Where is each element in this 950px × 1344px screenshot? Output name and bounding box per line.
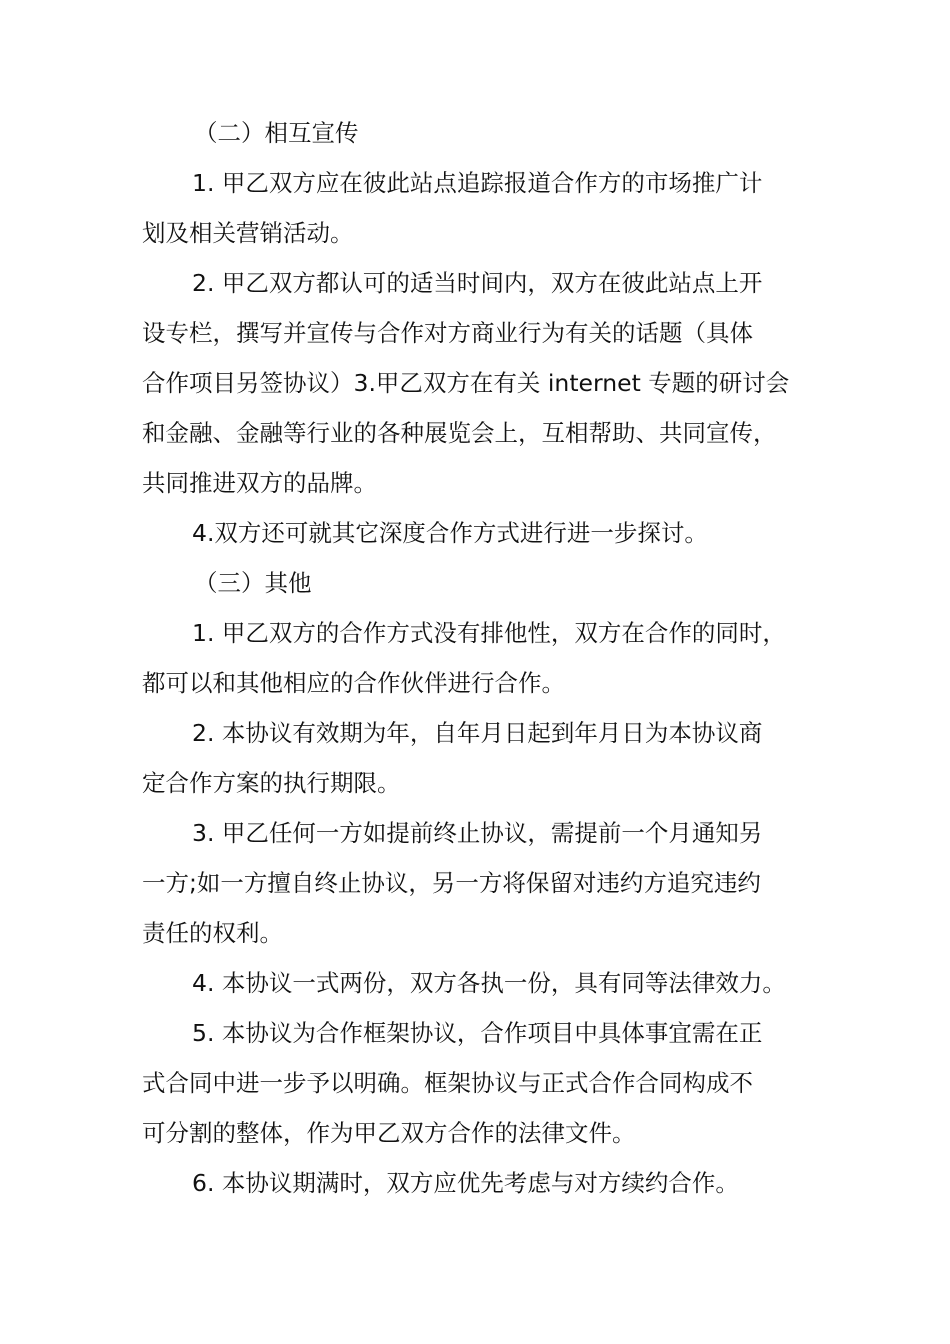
paragraph-line: 都可以和其他相应的合作伙伴进行合作。 — [142, 669, 565, 697]
paragraph-line: 可分割的整体，作为甲乙双方合作的法律文件。 — [142, 1119, 636, 1147]
paragraph-line: 1. 甲乙双方应在彼此站点追踪报道合作方的市场推广计 — [192, 169, 763, 197]
paragraph-line: 和金融、金融等行业的各种展览会上，互相帮助、共同宣传， — [142, 419, 777, 447]
document-body — [142, 108, 822, 1208]
paragraph-line: 一方;如一方擅自终止协议，另一方将保留对违约方追究违约 — [142, 869, 761, 897]
paragraph-line: 1. 甲乙双方的合作方式没有排他性，双方在合作的同时， — [192, 619, 786, 647]
paragraph-line: 责任的权利。 — [142, 919, 283, 947]
paragraph-line: 5. 本协议为合作框架协议，合作项目中具体事宜需在正 — [192, 1019, 763, 1047]
section-heading-publicity: （二）相互宣传 — [194, 119, 359, 147]
paragraph-line: 2. 甲乙双方都认可的适当时间内，双方在彼此站点上开 — [192, 269, 763, 297]
paragraph-line: 式合同中进一步予以明确。框架协议与正式合作合同构成不 — [142, 1069, 753, 1097]
paragraph-line: 2. 本协议有效期为年，自年月日起到年月日为本协议商 — [192, 719, 763, 747]
paragraph-line: 合作项目另签协议）3.甲乙双方在有关 internet 专题的研讨会 — [142, 369, 790, 397]
section-heading-other: （三）其他 — [194, 569, 312, 597]
paragraph-line: 设专栏，撰写并宣传与合作对方商业行为有关的话题（具体 — [142, 319, 753, 347]
paragraph-line: 6. 本协议期满时，双方应优先考虑与对方续约合作。 — [192, 1169, 739, 1197]
paragraph-line: 定合作方案的执行期限。 — [142, 769, 401, 797]
paragraph-line: 4.双方还可就其它深度合作方式进行进一步探讨。 — [192, 519, 708, 547]
paragraph-line: 3. 甲乙任何一方如提前终止协议，需提前一个月通知另 — [192, 819, 763, 847]
paragraph-line: 4. 本协议一式两份，双方各执一份，具有同等法律效力。 — [192, 969, 786, 997]
paragraph-line: 划及相关营销活动。 — [142, 219, 354, 247]
paragraph-line: 共同推进双方的品牌。 — [142, 469, 377, 497]
